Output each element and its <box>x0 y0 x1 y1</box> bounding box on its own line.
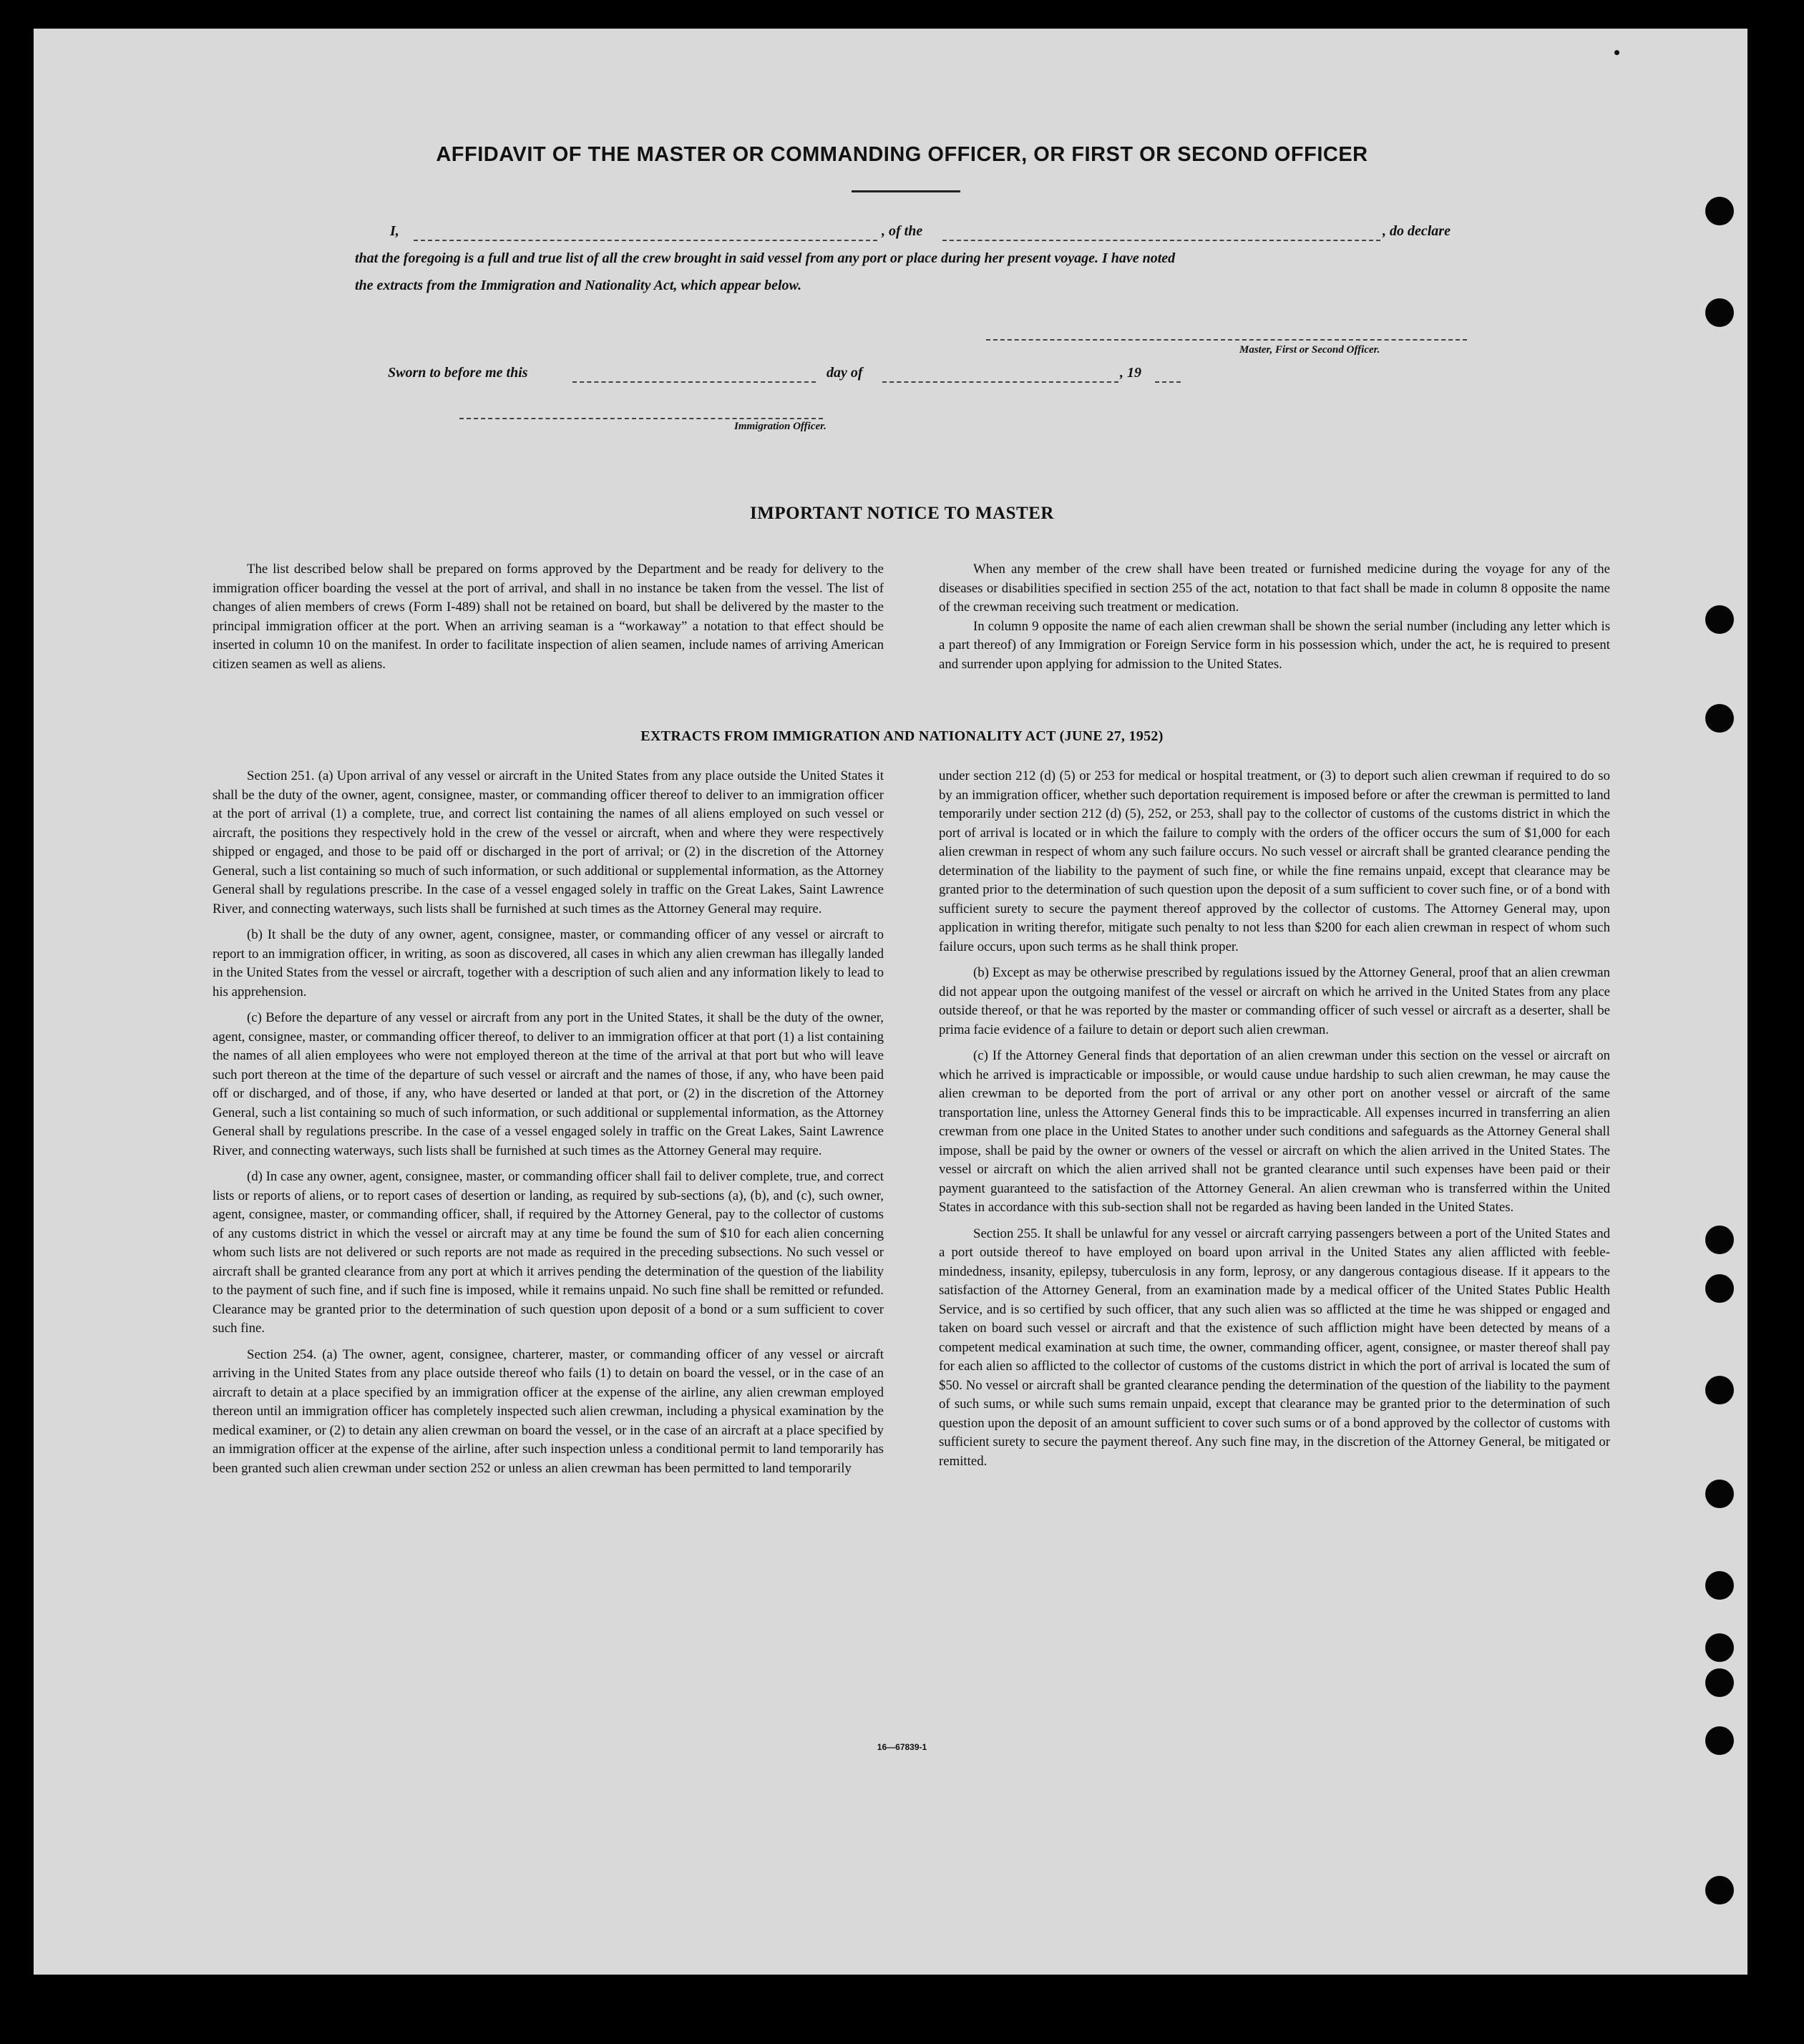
notice-paragraph: In column 9 opposite the name of each alien crewman shall be shown the serial number (including any letter which is a part thereof) of any Immigration or Foreign Service form in his possession which, under the act, he is required to present and surrender upon applying for admission to the United States. <box>939 618 1610 672</box>
sworn-day-line[interactable] <box>572 381 816 383</box>
extract-paragraph: Section 254. (a) The owner, agent, consignee, charterer, master, or commanding officer of any vessel or aircraft arriving in the United States from any place outside thereof who fails (1) to detain on board the vessel, or in the case of an aircraft to detain at a place specified by an immigration officer at the expense of the airline, any alien crewman employed thereon until an immigration officer has completely inspected such alien crewman, including a physical examination by the medical examiner, or (2) to detain any alien crewman on board the vessel, or in the case of an aircraft at a place specified by an immigration officer at the expense of the airline, after such inspection unless a conditional permit to land temporarily has been granted such alien crewman under section 252 or unless an alien crewman has been permitted to land temporarily <box>213 1346 884 1476</box>
officer-signature-label: Immigration Officer. <box>734 421 827 432</box>
notice-right-column <box>939 560 1610 681</box>
form-code: 16—67839-1 <box>877 1742 927 1752</box>
extracts-title: EXTRACTS FROM IMMIGRATION AND NATIONALITY ACT (JUNE 27, 1952) <box>640 728 1164 744</box>
sworn-label: Sworn to before me this <box>388 365 528 381</box>
notice-paragraph: When any member of the crew shall have been treated or furnished medicine during the voyage for any of the diseases or disabilities specified in section 255 of the act, notation to that fact shall be made in column 8 opposite the name of the crewman receiving such treatment or medication. <box>939 562 1610 615</box>
affidavit-text-line: that the foregoing is a full and true list of all the crew brought in said vessel from any port or place during her present voyage. I have noted <box>355 250 1176 266</box>
vessel-name-line[interactable] <box>942 240 1380 241</box>
officer-signature-line[interactable] <box>459 418 823 419</box>
year-label: , 19 <box>1120 365 1141 381</box>
extract-paragraph: (c) Before the departure of any vessel or aircraft from any port in the United States, it shall be the duty of the owner, agent, consignee, master, or commanding officer thereof, to deliver to an immigration officer at that port (1) a list containing the names of all alien employees who were not employed thereon at the time of the arrival at that port but who will leave such port thereon at the time of the departure of such vessel or aircraft and the names of those, if any, who have been paid off or discharged, and of those, if any, who have deserted or landed at that port, or (2) in the discretion of the Attorney General, such a list containing so much of such information, or such additional or supplemental information, as the Attorney General shall by regulations prescribe. In the case of a vessel engaged solely in traffic on the Great Lakes, Saint Lawrence River, and connecting waterways, such lists shall be furnished at such times as the Attorney General may require. <box>213 1010 884 1158</box>
punch-hole <box>1705 605 1734 634</box>
title-rule <box>852 190 960 192</box>
scan-speck <box>1614 50 1619 55</box>
extract-paragraph: (b) Except as may be otherwise prescribed by regulations issued by the Attorney General, proof that an alien crewman did not appear upon the outgoing manifest of the vessel or aircraft on which he arrived in the United States from any place outside thereof, or that he was reported by the master or commanding officer of such vessel or aircraft as a deserter, shall be prima facie evidence of a failure to detain or deport such alien crewman. <box>939 965 1610 1037</box>
master-signature-line[interactable] <box>986 339 1467 341</box>
punch-hole <box>1705 1226 1734 1254</box>
sworn-year-line[interactable] <box>1155 381 1181 383</box>
master-signature-label: Master, First or Second Officer. <box>1239 344 1380 356</box>
affidavit-text-line: the extracts from the Immigration and Nationality Act, which appear below. <box>355 278 802 293</box>
punch-hole <box>1705 1571 1734 1600</box>
extracts-right-column <box>939 767 1610 1478</box>
punch-hole <box>1705 197 1734 225</box>
vessel-label: , of the <box>882 223 923 239</box>
notice-title: IMPORTANT NOTICE TO MASTER <box>750 504 1054 523</box>
extract-paragraph: (b) It shall be the duty of any owner, agent, consignee, master, or commanding officer of any vessel or aircraft to report to an immigration officer, in writing, as soon as discovered, all cases in which any alien crewman has illegally landed in the United States from the vessel or aircraft, together with a description of such alien and any information likely to lead to his apprehension. <box>213 927 884 999</box>
extracts-left-column <box>213 767 884 1485</box>
notice-paragraph: The list described below shall be prepared on forms approved by the Department and be ready for delivery to the immigration officer boarding the vessel at the port of arrival, and shall in no instance be taken from the vessel. The list of changes of alien members of crews (Form I-489) shall not be retained on board, but shall be delivered by the master to the principal immigration officer at the port. When an arriving seaman is a “workaway” a notation to that effect should be inserted in column 10 on the manifest. In order to facilitate inspection of alien seamen, include names of arriving American citizen seamen as well as aliens. <box>213 562 884 672</box>
punch-hole <box>1705 1633 1734 1662</box>
extract-paragraph: (d) In case any owner, agent, consignee, master, or commanding officer shall fail to deliver complete, true, and correct lists or reports of aliens, or to report cases of desertion or landing, as required by sub-sections (a), (b), and (c), such owner, agent, consignee, master, or commanding officer, shall, if required by the Attorney General, pay to the collector of customs of any customs district in which the vessel or aircraft may at any time be found the sum of $10 for each alien concerning whom such lists are not delivered or such reports are not made as required in the preceding subsections. No such vessel or aircraft shall be granted clearance from any port at which it arrives pending the determination of the question of the liability to the payment of such fine, and if such fine is imposed, while it remains unpaid. No such fine shall be remitted or refunded. Clearance may be granted prior to the determination of such question upon deposit of a bond or a sum sufficient to cover such fine. <box>213 1169 884 1336</box>
extract-paragraph: (c) If the Attorney General finds that deportation of an alien crewman under this section on the vessel or aircraft on which he arrived is impracticable or impossible, or would cause undue hardship to such alien crewman, he may cause the alien crewman to be deported from the port of arrival or any other port on another vessel or aircraft of the same transportation line, unless the Attorney General finds this to be impracticable. All expenses incurred in transferring an alien crewman from one place in the United States to another under such conditions and safeguards as the Attorney General shall impose, shall be paid by the owner or owners of the vessel or aircraft on which the alien arrived in the United States. The vessel or aircraft on which the alien arrived shall not be granted clearance until such expenses have been paid or their payment guaranteed to the satisfaction of the Attorney General. An alien crewman who is transferred within the United States in accordance with this sub-section shall not be regarded as having been landed in the United States. <box>939 1048 1610 1215</box>
punch-hole <box>1705 1480 1734 1508</box>
extract-paragraph: Section 255. It shall be unlawful for any vessel or aircraft carrying passengers between a port of the United States and a port outside thereof to have employed on board upon arrival in the United States any alien afflicted with feeble-mindedness, insanity, epilepsy, tuberculosis in any form, leprosy, or any dangerous contagious disease. If it appears to the satisfaction of the Attorney General, from an examination made by a medical officer of the United States Public Health Service, and is so certified by such officer, that any such alien was so afflicted at the time he was shipped or engaged and taken on board such vessel or aircraft and that the existence of such affliction might have been detected by means of a competent medical examination at such time, the owner, commanding officer, agent, consignee, or master thereof shall pay for each alien so afflicted to the collector of customs of the customs district in which the port of arrival is located the sum of $50. No vessel or aircraft shall be granted clearance pending the determination of the question of the liability to the payment of such sums, or while such sums remain unpaid, except that clearance may be granted prior to the determination of such question upon the deposit of an amount sufficient to cover such sums or of a bond approved by the collector of customs with sufficient surety to secure the payment thereof. Any such fine may, in the discretion of the Attorney General, be mitigated or remitted. <box>939 1226 1610 1469</box>
punch-hole <box>1705 1376 1734 1404</box>
affiant-name-line[interactable] <box>414 240 877 241</box>
punch-hole <box>1705 298 1734 327</box>
affidavit-title: AFFIDAVIT OF THE MASTER OR COMMANDING OFFICER, OR FIRST OR SECOND OFFICER <box>436 143 1368 166</box>
extract-paragraph: under section 212 (d) (5) or 253 for medical or hospital treatment, or (3) to deport such alien crewman if required to do so by an immigration officer, whether such deportation requirement is imposed before or after the crewman is permitted to land temporarily under section 212 (d) (5), 252, or 253, shall pay to the collector of customs of the customs district in which the port of arrival is located or in which the failure to comply with the orders of the officer occurs the sum of $1,000 for each alien crewman in respect of whom any such failure occurs. No such vessel or aircraft shall be granted clearance pending the determination of the liability to the payment of such fine, or while the fine remains unpaid, except that clearance may be granted prior to the determination of such question upon the deposit of a sum sufficient to cover such fine, or of a bond with sufficient surety to secure the payment thereof approved by the collector of customs. The Attorney General may, upon application in writing therefor, mitigate such penalty to not less than $200 for each alien crewman in respect of whom such failure occurs, upon such terms as he shall think proper. <box>939 768 1610 954</box>
affiant-label: I, <box>390 223 399 239</box>
extract-paragraph: Section 251. (a) Upon arrival of any vessel or aircraft in the United States from any place outside the United States it shall be the duty of the owner, agent, consignee, master, or commanding officer thereof to deliver to an immigration officer at the port of arrival (1) a complete, true, and correct list containing the names of all aliens employed on such vessel or aircraft, the positions they respectively hold in the crew of the vessel or aircraft, when and where they were respectively shipped or engaged, and those to be paid off or discharged in the port of arrival; or (2) in the discretion of the Attorney General, such a list containing so much of such information, or such additional or supplemental information, as the Attorney General shall by regulations prescribe. In the case of a vessel engaged solely in traffic on the Great Lakes, Saint Lawrence River, and connecting waterways, such lists shall be furnished at such times as the Attorney General may require. <box>213 768 884 916</box>
punch-hole <box>1705 1876 1734 1904</box>
day-of-label: day of <box>827 365 863 381</box>
notice-left-column <box>213 560 884 681</box>
sworn-month-line[interactable] <box>882 381 1118 383</box>
punch-hole <box>1705 1274 1734 1303</box>
punch-hole <box>1705 1668 1734 1697</box>
declare-label: , do declare <box>1383 223 1450 239</box>
